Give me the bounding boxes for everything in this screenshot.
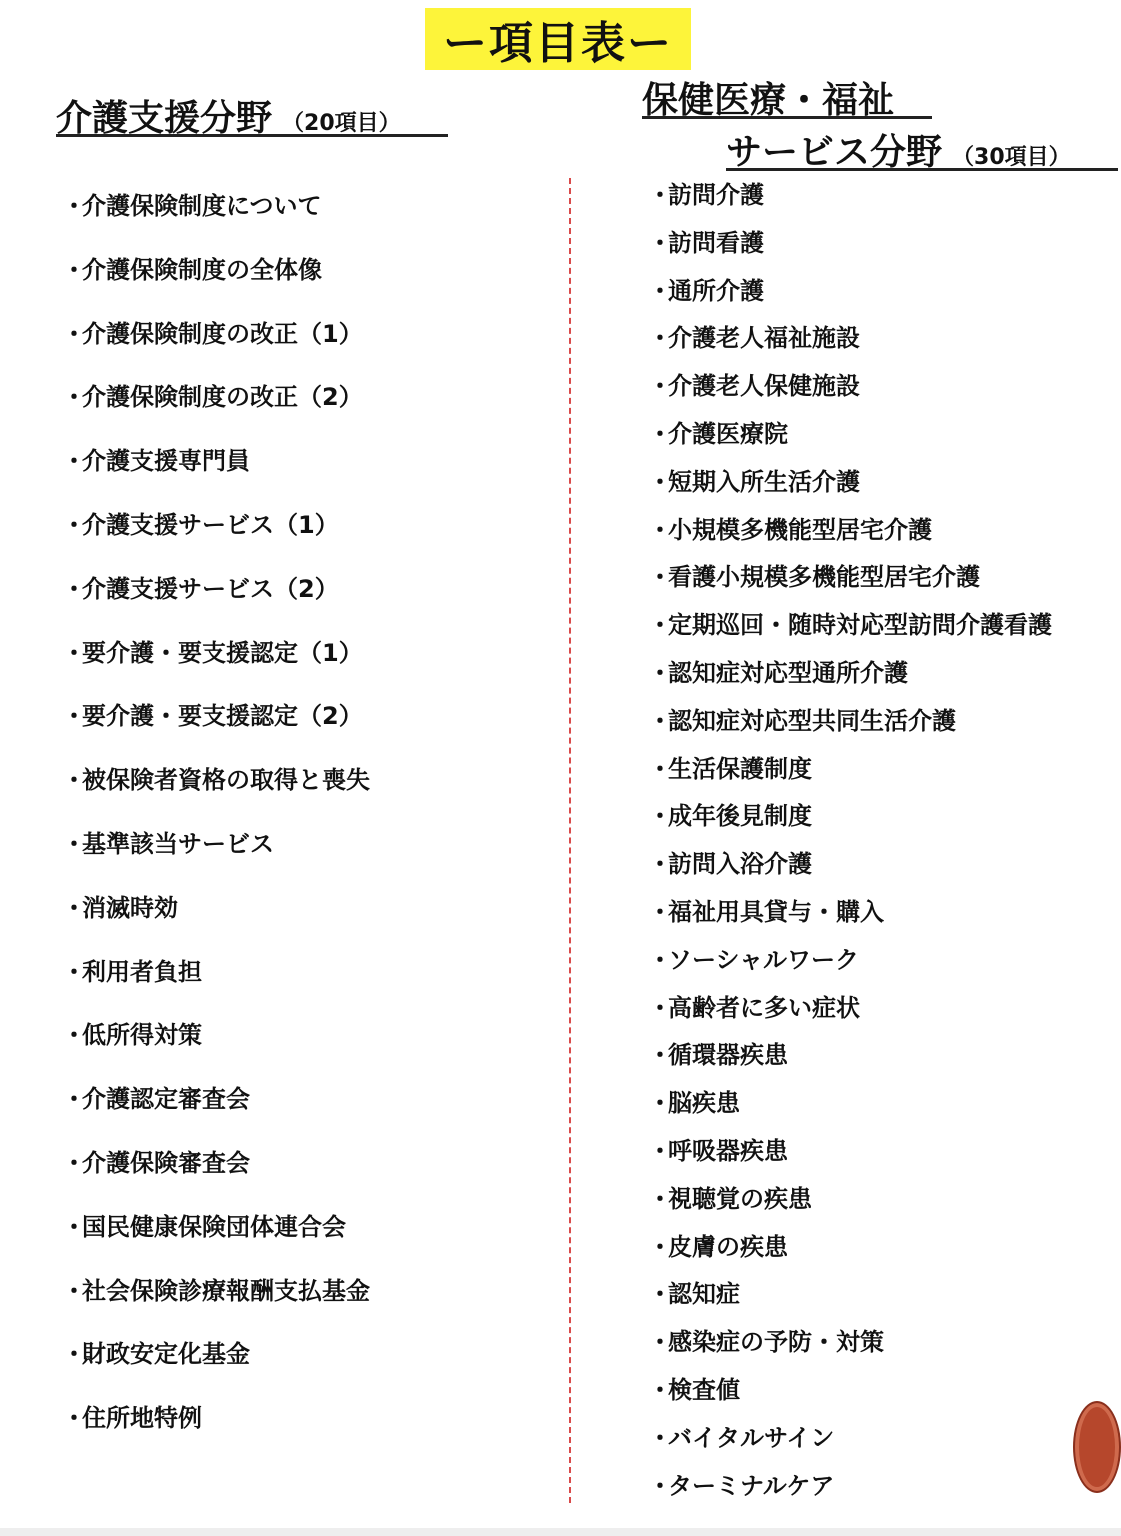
bullet-icon: ・ xyxy=(648,1472,672,1500)
left-list-item xyxy=(62,574,339,604)
bullet-icon: ・ xyxy=(648,372,672,400)
left-list-item xyxy=(62,1403,202,1433)
left-list-item xyxy=(62,765,370,795)
right-list-item xyxy=(648,228,764,258)
left-list-item xyxy=(62,1084,250,1114)
left-section-heading xyxy=(56,90,448,137)
right-list-item xyxy=(648,1279,740,1309)
left-list-item xyxy=(62,638,363,668)
left-item-label: 要介護・要支援認定（2） xyxy=(82,702,363,730)
right-item-label: 小規模多機能型居宅介護 xyxy=(668,516,932,544)
left-item-label: 介護支援専門員 xyxy=(82,447,250,475)
bullet-icon: ・ xyxy=(648,707,672,735)
left-list-item xyxy=(62,319,363,349)
left-item-label: 基準該当サービス xyxy=(82,830,274,858)
bullet-icon: ・ xyxy=(62,192,86,220)
right-item-label: ソーシャルワーク xyxy=(668,946,860,974)
right-list-item xyxy=(648,706,956,736)
left-item-label: 要介護・要支援認定（1） xyxy=(82,639,363,667)
left-item-label: 住所地特例 xyxy=(82,1404,202,1432)
bullet-icon: ・ xyxy=(62,958,86,986)
right-item-label: 訪問介護 xyxy=(668,181,764,209)
bullet-icon: ・ xyxy=(62,830,86,858)
right-heading-line1: 保健医療・福祉 xyxy=(642,72,932,119)
right-item-label: 福祉用具貸与・購入 xyxy=(668,898,884,926)
bullet-icon: ・ xyxy=(648,229,672,257)
page-title: ー項目表ー xyxy=(425,8,691,70)
right-item-label: 脳疾患 xyxy=(668,1089,740,1117)
bullet-icon: ・ xyxy=(62,575,86,603)
bullet-icon: ・ xyxy=(648,994,672,1022)
right-list-item xyxy=(648,276,764,306)
right-list-item xyxy=(648,1232,788,1262)
bottom-edge xyxy=(0,1528,1121,1536)
bullet-icon: ・ xyxy=(62,639,86,667)
left-list-item xyxy=(62,446,250,476)
left-item-label: 介護保険審査会 xyxy=(82,1149,250,1177)
left-item-label: 介護支援サービス（1） xyxy=(82,511,339,539)
right-list-item xyxy=(648,801,812,831)
left-item-label: 消滅時効 xyxy=(82,894,178,922)
bullet-icon: ・ xyxy=(62,1340,86,1368)
right-list-item xyxy=(648,849,812,879)
right-list-item xyxy=(648,419,788,449)
bullet-icon: ・ xyxy=(648,277,672,305)
right-heading-line2: サービス分野 xyxy=(726,132,943,173)
bullet-icon: ・ xyxy=(648,1280,672,1308)
left-item-label: 介護支援サービス（2） xyxy=(82,575,339,603)
left-item-label: 利用者負担 xyxy=(82,958,202,986)
bullet-icon: ・ xyxy=(648,1185,672,1213)
bullet-icon: ・ xyxy=(648,1089,672,1117)
right-item-label: 介護老人福祉施設 xyxy=(668,324,860,352)
left-list-item xyxy=(62,893,178,923)
bullet-icon: ・ xyxy=(62,447,86,475)
right-list-item xyxy=(648,1471,834,1501)
right-list-item xyxy=(648,562,980,592)
right-list-item xyxy=(648,180,764,210)
bullet-icon: ・ xyxy=(648,850,672,878)
right-item-label: 成年後見制度 xyxy=(668,802,812,830)
bullet-icon: ・ xyxy=(62,1404,86,1432)
left-item-label: 介護保険制度の改正（2） xyxy=(82,383,363,411)
bullet-icon: ・ xyxy=(648,946,672,974)
left-list-item xyxy=(62,1212,346,1242)
right-list-item xyxy=(648,371,860,401)
right-item-label: 認知症対応型共同生活介護 xyxy=(668,707,956,735)
right-item-label: 皮膚の疾患 xyxy=(668,1233,788,1261)
bullet-icon: ・ xyxy=(648,1233,672,1261)
bullet-icon: ・ xyxy=(648,611,672,639)
right-list-item xyxy=(648,754,812,784)
bullet-icon: ・ xyxy=(62,766,86,794)
bullet-icon: ・ xyxy=(648,898,672,926)
right-item-label: 定期巡回・随時対応型訪問介護看護 xyxy=(668,611,1052,639)
right-section-heading xyxy=(726,124,1118,171)
right-item-label: 視聴覚の疾患 xyxy=(668,1185,812,1213)
bullet-icon: ・ xyxy=(62,383,86,411)
left-list-item xyxy=(62,191,322,221)
bullet-icon: ・ xyxy=(62,1149,86,1177)
left-item-label: 国民健康保険団体連合会 xyxy=(82,1213,346,1241)
bullet-icon: ・ xyxy=(648,659,672,687)
right-list-item xyxy=(648,897,884,927)
right-item-label: 訪問入浴介護 xyxy=(668,850,812,878)
right-item-label: 介護医療院 xyxy=(668,420,788,448)
bullet-icon: ・ xyxy=(648,324,672,352)
bullet-icon: ・ xyxy=(648,1041,672,1069)
right-list-item xyxy=(648,1088,740,1118)
left-list-item xyxy=(62,1020,202,1050)
right-list-item xyxy=(648,323,860,353)
bullet-icon: ・ xyxy=(648,1328,672,1356)
right-list-item xyxy=(648,1184,812,1214)
right-list-item xyxy=(648,467,860,497)
right-list-item xyxy=(648,1375,740,1405)
left-item-label: 低所得対策 xyxy=(82,1021,202,1049)
right-list-item xyxy=(648,1327,884,1357)
bullet-icon: ・ xyxy=(62,702,86,730)
left-list-item xyxy=(62,510,339,540)
left-item-label: 被保険者資格の取得と喪失 xyxy=(82,766,370,794)
bullet-icon: ・ xyxy=(648,1376,672,1404)
right-item-label: 介護老人保健施設 xyxy=(668,372,860,400)
right-item-label: 看護小規模多機能型居宅介護 xyxy=(668,563,980,591)
bullet-icon: ・ xyxy=(648,1137,672,1165)
right-item-label: 訪問看護 xyxy=(668,229,764,257)
bullet-icon: ・ xyxy=(648,468,672,496)
bullet-icon: ・ xyxy=(62,256,86,284)
right-item-label: 感染症の予防・対策 xyxy=(668,1328,884,1356)
bullet-icon: ・ xyxy=(648,755,672,783)
right-item-label: 生活保護制度 xyxy=(668,755,812,783)
bullet-icon: ・ xyxy=(62,1277,86,1305)
right-item-label: 呼吸器疾患 xyxy=(668,1137,788,1165)
right-item-label: 認知症 xyxy=(668,1280,740,1308)
seal-logo-icon xyxy=(1073,1401,1121,1493)
left-list-item xyxy=(62,1276,370,1306)
left-list-item xyxy=(62,701,363,731)
right-item-label: 検査値 xyxy=(668,1376,740,1404)
bullet-icon: ・ xyxy=(648,1424,672,1452)
bullet-icon: ・ xyxy=(62,1213,86,1241)
bullet-icon: ・ xyxy=(648,563,672,591)
bullet-icon: ・ xyxy=(62,894,86,922)
left-item-label: 介護保険制度の全体像 xyxy=(82,256,322,284)
right-list-item xyxy=(648,515,932,545)
right-list-item xyxy=(648,993,860,1023)
right-item-label: ターミナルケア xyxy=(668,1472,835,1500)
column-divider xyxy=(569,178,571,1503)
bullet-icon: ・ xyxy=(648,802,672,830)
right-list-item xyxy=(648,658,908,688)
left-list-item xyxy=(62,957,202,987)
right-item-label: 循環器疾患 xyxy=(668,1041,788,1069)
left-item-label: 介護認定審査会 xyxy=(82,1085,250,1113)
left-item-label: 介護保険制度の改正（1） xyxy=(82,320,363,348)
right-item-label: バイタルサイン xyxy=(668,1424,835,1452)
bullet-icon: ・ xyxy=(648,181,672,209)
right-item-label: 高齢者に多い症状 xyxy=(668,994,860,1022)
left-heading-text: 介護支援分野 xyxy=(56,98,273,139)
left-item-label: 財政安定化基金 xyxy=(82,1340,250,1368)
bullet-icon: ・ xyxy=(62,1085,86,1113)
left-list-item xyxy=(62,1148,250,1178)
left-list-item xyxy=(62,829,274,859)
right-list-item xyxy=(648,1040,788,1070)
bullet-icon: ・ xyxy=(648,516,672,544)
bullet-icon: ・ xyxy=(648,420,672,448)
right-list-item xyxy=(648,945,859,975)
left-list-item xyxy=(62,382,363,412)
right-list-item xyxy=(648,610,1052,640)
left-item-count: （20項目） xyxy=(282,111,401,136)
bullet-icon: ・ xyxy=(62,1021,86,1049)
bullet-icon: ・ xyxy=(62,511,86,539)
right-list-item xyxy=(648,1423,834,1453)
left-list-item xyxy=(62,255,322,285)
left-list-item xyxy=(62,1339,250,1369)
left-item-label: 介護保険制度について xyxy=(82,192,322,220)
right-item-label: 認知症対応型通所介護 xyxy=(668,659,908,687)
left-item-label: 社会保険診療報酬支払基金 xyxy=(82,1277,370,1305)
right-item-label: 短期入所生活介護 xyxy=(668,468,860,496)
right-item-label: 通所介護 xyxy=(668,277,764,305)
bullet-icon: ・ xyxy=(62,320,86,348)
right-item-count: （30項目） xyxy=(952,145,1071,170)
right-list-item xyxy=(648,1136,788,1166)
